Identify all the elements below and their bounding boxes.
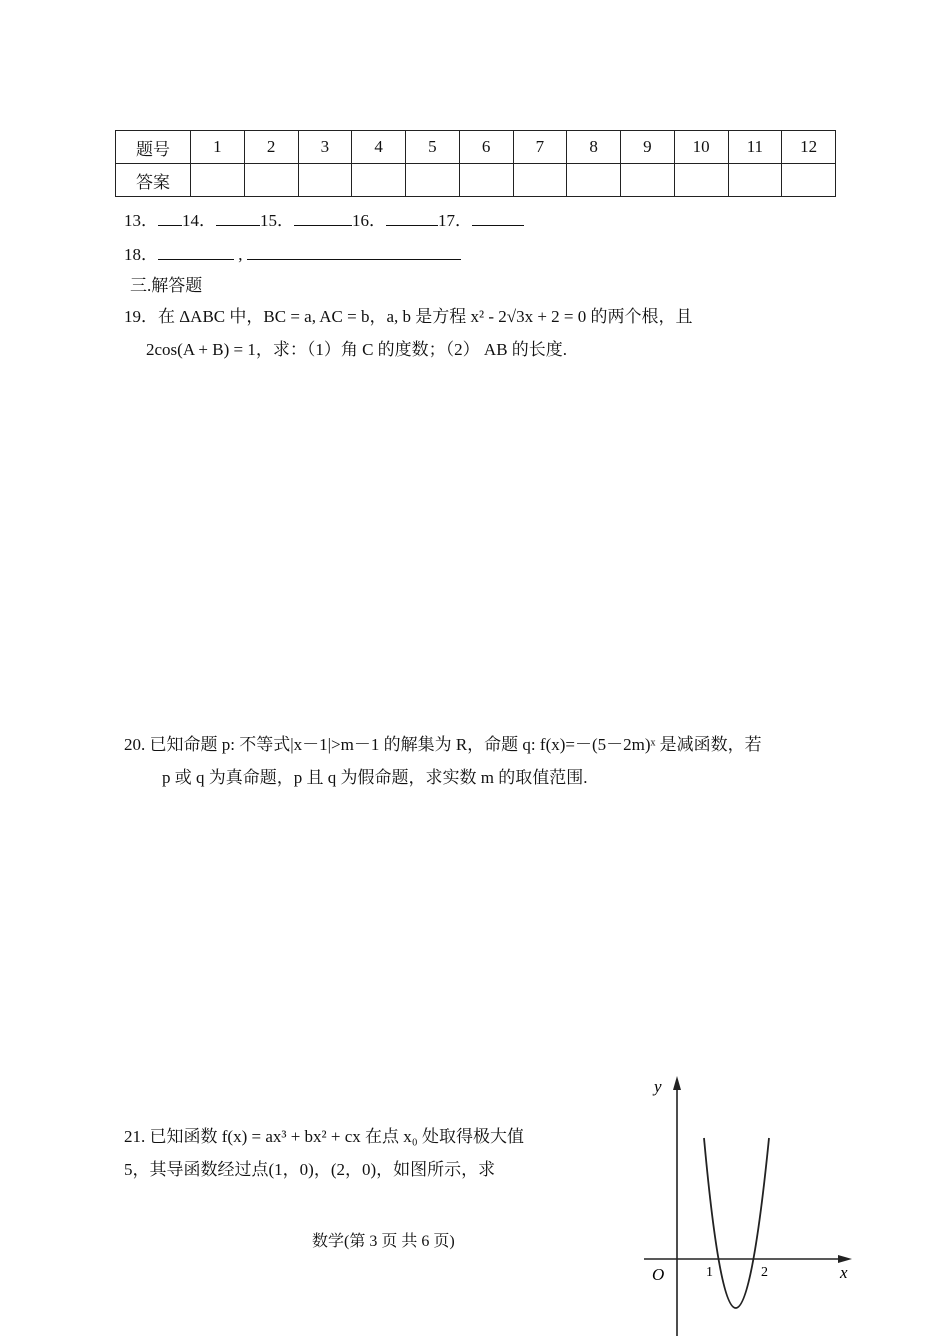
fill-blanks-line-1 [124,206,524,231]
answer-cell[interactable] [728,164,782,197]
blank-15[interactable] [294,211,352,226]
q19-line-1 [124,302,693,327]
answer-cell[interactable] [513,164,567,197]
blank-13[interactable] [158,211,182,226]
answer-cell[interactable] [191,164,245,197]
question-number-cell: 1 [191,131,245,164]
blank-label-15: 15． [260,211,294,230]
blank-14[interactable] [216,211,260,226]
question-number-cell: 3 [298,131,352,164]
q21-text-line-2: 5，其导函数经过点(1，0)，(2，0)，如图所示，求 [124,1160,496,1179]
blank-18b[interactable] [247,245,461,260]
answer-cell[interactable] [352,164,406,197]
q20-text-line-1: 20. 已知命题 p: 不等式|x－1|>m－1 的解集为 R，命题 q: f(x)=－(5－2m)ˣ 是减函数，若 [124,735,762,754]
page-footer: 数学(第 3 页 共 6 页) [312,1233,455,1250]
fill-blanks-line-2 [124,240,461,265]
section-title: 三.解答题 [130,276,203,295]
question-number-cell: 10 [674,131,728,164]
blank-label-14: 14． [182,211,216,230]
answer-cell[interactable] [406,164,460,197]
derivative-curve [704,1138,769,1308]
blank-label-18: 18． [124,245,158,264]
row-header-question-number: 题号 [116,131,191,164]
row-header-answer: 答案 [116,164,191,197]
origin-label: O [652,1265,665,1284]
q19-text-line-1: 在 ΔABC 中，BC = a, AC = b，a, b 是方程 x² - 2√3x + 2 = 0 的两个根，且 [158,307,693,326]
answer-table-number-row [116,131,836,164]
question-number-cell: 5 [406,131,460,164]
y-axis-label: y [654,1077,662,1096]
q19-number: 19． [124,307,158,326]
question-number-cell: 6 [459,131,513,164]
answer-cell[interactable] [298,164,352,197]
blank-17[interactable] [472,211,524,226]
question-number-cell: 9 [621,131,675,164]
x-tick-label-2: 2 [761,1265,768,1280]
blank-label-16: 16． [352,211,386,230]
x-axis-label: x [840,1263,848,1282]
y-axis-arrow [673,1076,681,1090]
q20-text-line-2: p 或 q 为真命题，p 且 q 为假命题，求实数 m 的取值范围. [162,768,588,787]
answer-table-answer-row [116,164,836,197]
answer-cell[interactable] [782,164,836,197]
blank-18a[interactable] [158,245,234,260]
question-number-cell: 4 [352,131,406,164]
blank-separator: , [238,245,243,264]
question-number-cell: 11 [728,131,782,164]
answer-table [115,130,836,197]
answer-cell[interactable] [674,164,728,197]
q21-text-line-1: 21. 已知函数 f(x) = ax³ + bx² + cx 在点 x₀ 处取得极大值 [124,1127,524,1146]
blank-16[interactable] [386,211,438,226]
derivative-graph [636,1068,860,1340]
answer-cell[interactable] [459,164,513,197]
q19-text-line-2: 2cos(A + B) = 1，求：（1）角 C 的度数；（2） AB 的长度. [146,340,568,359]
question-number-cell: 2 [244,131,298,164]
answer-cell[interactable] [621,164,675,197]
x-tick-label-1: 1 [706,1265,713,1280]
blank-label-13: 13． [124,211,158,230]
question-number-cell: 8 [567,131,621,164]
blank-label-17: 17． [438,211,472,230]
answer-cell[interactable] [244,164,298,197]
answer-cell[interactable] [567,164,621,197]
question-number-cell: 7 [513,131,567,164]
x-axis-arrow [838,1255,852,1263]
question-number-cell: 12 [782,131,836,164]
